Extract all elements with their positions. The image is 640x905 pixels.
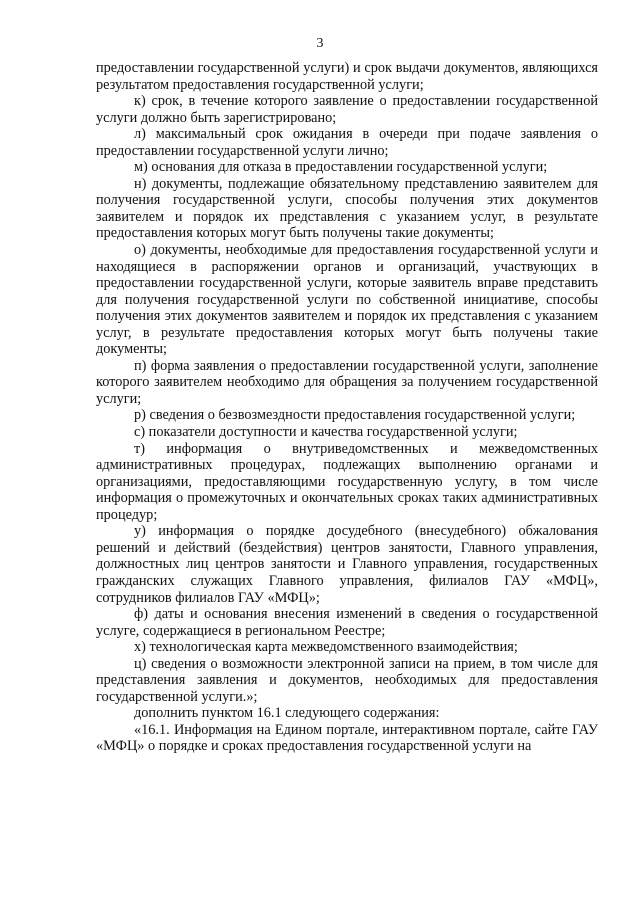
paragraph-item-kh: х) технологическая карта межведомственного взаимодействия; (134, 639, 518, 656)
paragraph-item-r: р) сведения о безвозмездности предоставления государственной услуги; (134, 407, 576, 424)
paragraph-item-ts: ц) сведения о возможности электронной записи на прием, в том числе для представления заявления и документов, необходимых для предоставления государственной услуги.»; (96, 655, 598, 705)
paragraph-item-f: ф) даты и основания внесения изменений в сведения о государственной услуге, содержащиеся в региональном Реестре; (96, 606, 598, 639)
paragraph-item-l: л) максимальный срок ожидания в очереди при подаче заявления о предоставлении государственной услуги лично; (96, 126, 598, 159)
paragraph-item-s: с) показатели доступности и качества государственной услуги; (134, 424, 518, 441)
paragraph-item-u: у) информация о порядке досудебного (внесудебного) обжалования решений и действий (бездействия) центров занятости, Главного управления, должностных лиц центров занятости и Главного управления, государственных гражданских служащих Главного управления, филиалов ГАУ «МФЦ», сотрудников филиалов ГАУ «МФЦ»; (96, 523, 598, 606)
paragraph-item-m: м) основания для отказа в предоставлении государственной услуги; (134, 159, 548, 176)
paragraph-item-k: к) срок, в течение которого заявление о предоставлении государственной услуги должно быть зарегистрировано; (96, 93, 598, 126)
paragraph-clause-16-1: «16.1. Информация на Едином портале, интерактивном портале, сайте ГАУ «МФЦ» о порядке и сроках предоставления государственной услуги на (96, 721, 598, 755)
paragraph-item-o: о) документы, необходимые для предоставления государственной услуги и находящиеся в распоряжении органов и организаций, участвующих в предоставлении государственной услуги, которые заявитель вправе представить для получения государственной услуги по собственной инициативе, способы получения этих документов заявителем и порядок их представления с указанием услуг, в результате предоставления которых могут быть получены такие документы; (96, 242, 598, 358)
page-number: 3 (316, 36, 324, 51)
paragraph-item-p: п) форма заявления о предоставлении государственной услуги, заполнение которого заявителем необходимо для обращения за получением государственной услуги; (96, 357, 598, 407)
paragraph-item-t: т) информация о внутриведомственных и межведомственных административных процедурах, подлежащих выполнению органами и организациями, предоставляющими государственную услугу, в том числе информация о промежуточных и окончательных сроках таких административных процедур; (96, 440, 598, 523)
document-body (96, 60, 598, 755)
paragraph-continuation: предоставлении государственной услуги) и срок выдачи документов, являющихся результатом предоставления государственной услуги; (96, 60, 598, 93)
paragraph-item-n: н) документы, подлежащие обязательному представлению заявителем для получения государственной услуги, способы получения этих документов заявителем и порядок их представления с указанием услуг, в результате предоставления которых могут быть получены такие документы; (96, 175, 598, 242)
paragraph-amendment-intro: дополнить пунктом 16.1 следующего содержания: (134, 705, 440, 722)
